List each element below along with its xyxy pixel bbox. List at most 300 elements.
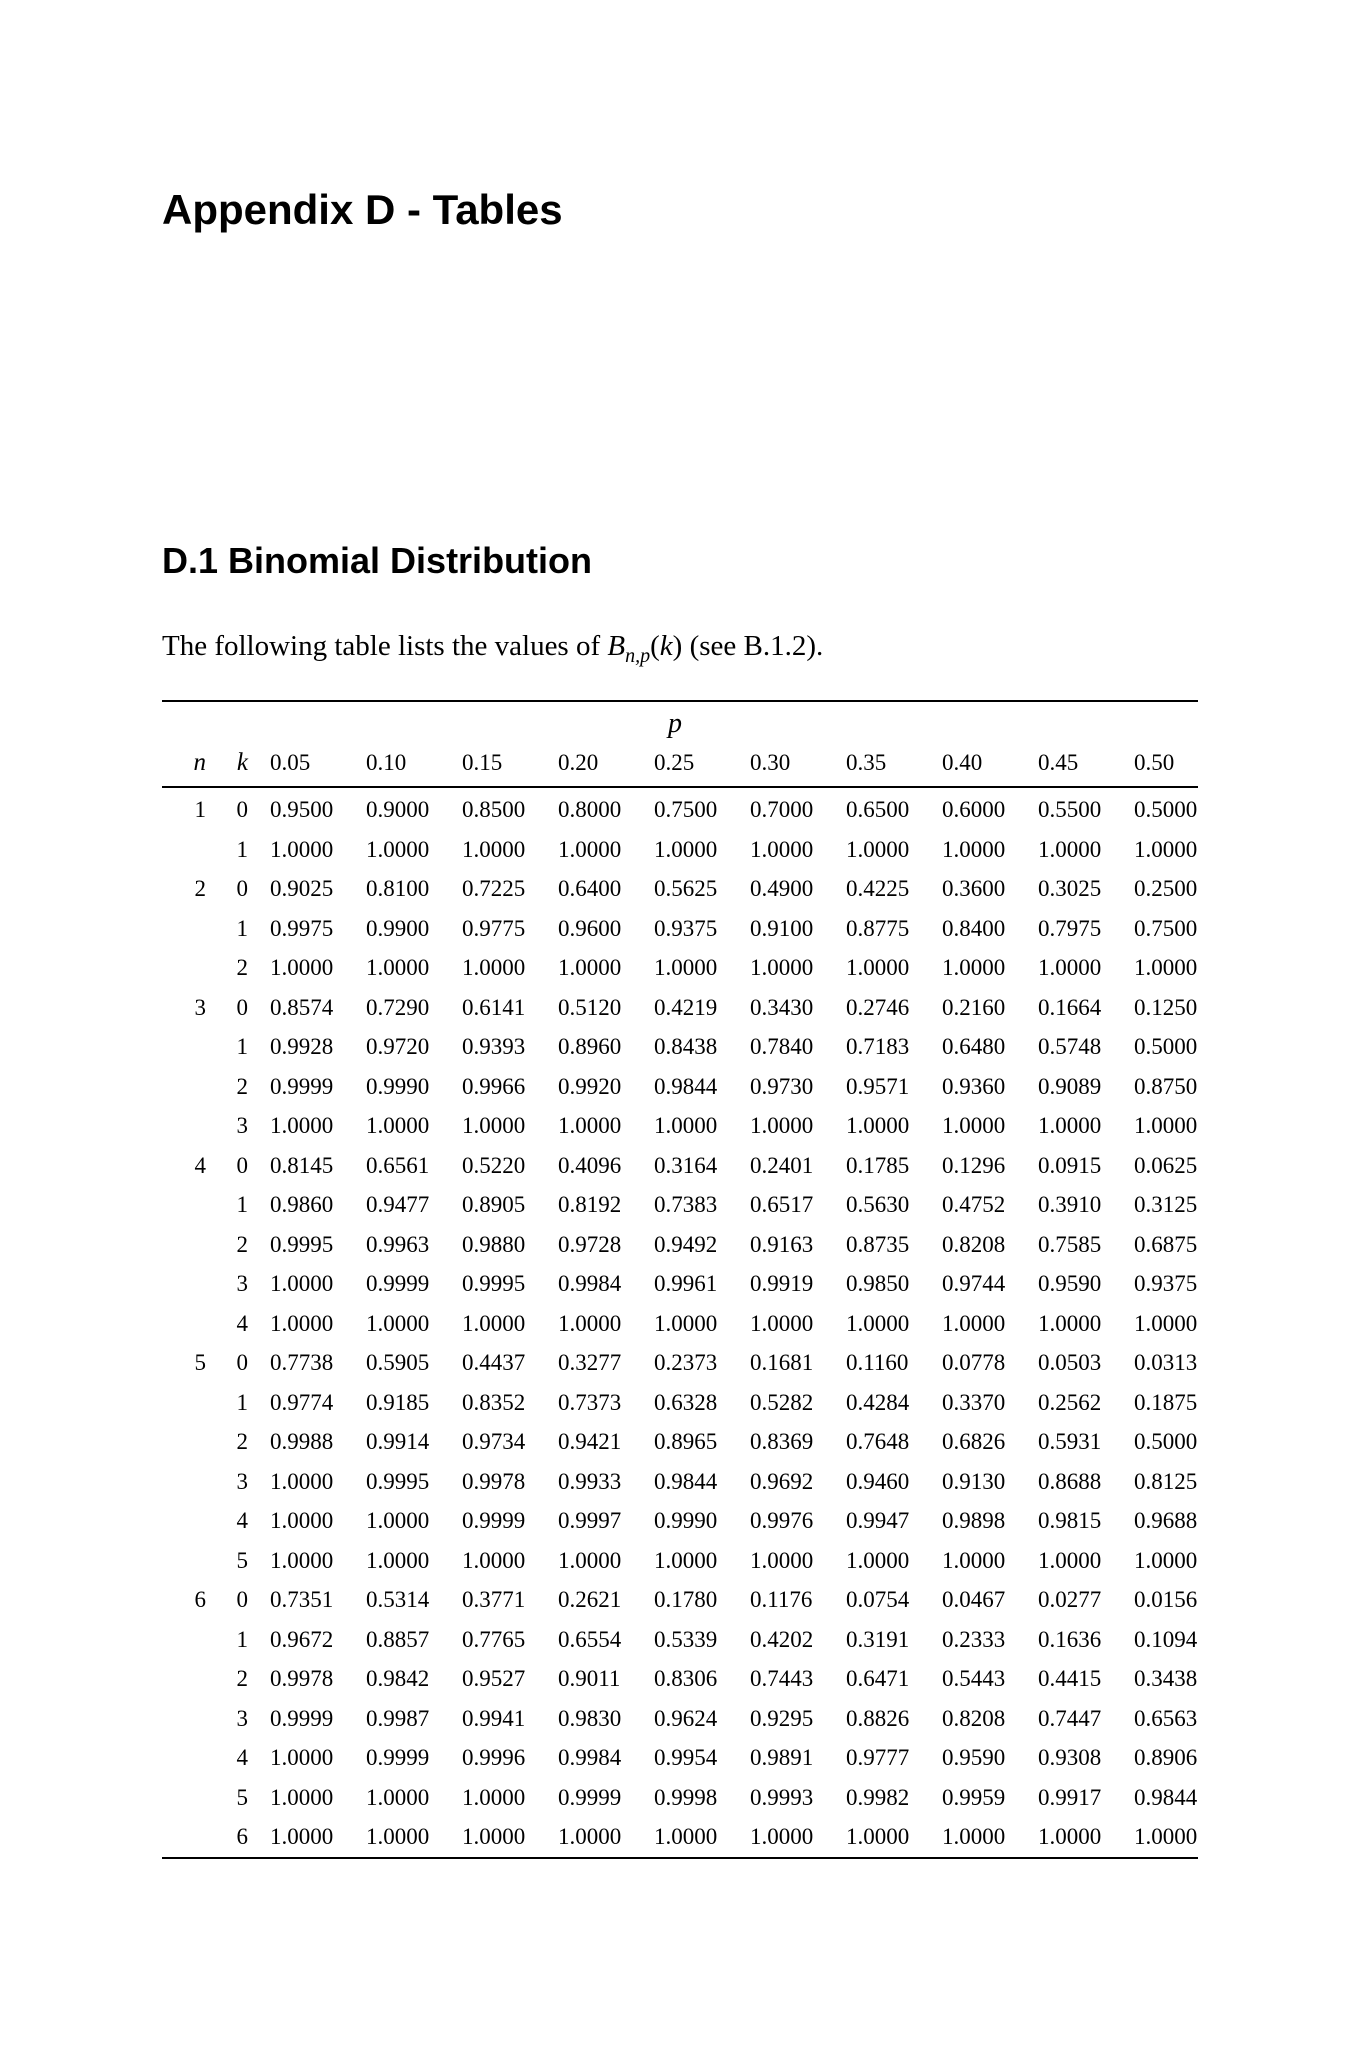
probability-cell: 1.0000 xyxy=(462,1310,526,1336)
probability-cell: 1.0000 xyxy=(558,836,622,862)
probability-cell: 0.9728 xyxy=(558,1231,622,1257)
probability-cell: 0.9978 xyxy=(462,1468,526,1494)
probability-cell: 1.0000 xyxy=(270,1784,334,1810)
k-cell: 1 xyxy=(236,836,248,862)
table-row xyxy=(162,1620,1198,1660)
probability-cell: 1.0000 xyxy=(1134,1824,1198,1849)
table-row xyxy=(162,1462,1198,1502)
probability-cell: 0.0754 xyxy=(846,1587,910,1612)
probability-cell: 1.0000 xyxy=(942,1310,1006,1336)
n-cell xyxy=(162,1027,206,1067)
probability-cell: 0.5630 xyxy=(846,1192,910,1217)
probability-cell: 0.9830 xyxy=(558,1705,622,1731)
probability-cell: 1.0000 xyxy=(1134,1113,1198,1138)
probability-cell: 0.8688 xyxy=(1038,1468,1102,1494)
probability-cell: 0.4225 xyxy=(846,876,910,901)
k-cell: 2 xyxy=(236,955,248,980)
binomial-table-container xyxy=(162,700,1198,1859)
probability-cell: 1.0000 xyxy=(558,1547,622,1573)
n-cell xyxy=(162,1422,206,1462)
k-cell: 4 xyxy=(236,1310,248,1336)
probability-cell: 1.0000 xyxy=(366,1508,430,1533)
probability-cell: 0.9928 xyxy=(270,1034,334,1059)
probability-cell: 0.8905 xyxy=(462,1192,526,1217)
probability-cell: 0.2160 xyxy=(942,994,1006,1020)
probability-cell: 0.9982 xyxy=(846,1784,910,1810)
n-cell xyxy=(162,1067,206,1107)
probability-cell: 0.6500 xyxy=(846,797,910,822)
probability-cell: 0.9185 xyxy=(366,1389,430,1415)
probability-cell: 0.6561 xyxy=(366,1152,430,1178)
k-cell: 2 xyxy=(236,1666,248,1691)
probability-cell: 1.0000 xyxy=(270,955,334,980)
probability-cell: 0.9734 xyxy=(462,1429,526,1454)
probability-cell: 0.8192 xyxy=(558,1192,622,1217)
probability-cell: 0.7000 xyxy=(750,797,814,822)
probability-cell: 0.9898 xyxy=(942,1508,1006,1533)
k-cell: 4 xyxy=(236,1745,248,1770)
probability-cell: 1.0000 xyxy=(942,836,1006,862)
probability-cell: 0.9774 xyxy=(270,1389,334,1415)
probability-cell: 0.8574 xyxy=(270,994,334,1020)
probability-cell: 0.9984 xyxy=(558,1745,622,1770)
probability-cell: 0.9744 xyxy=(942,1271,1006,1296)
probability-cell: 0.9999 xyxy=(366,1745,430,1770)
k-cell: 5 xyxy=(236,1547,248,1573)
probability-cell: 1.0000 xyxy=(270,836,334,862)
probability-cell: 0.9900 xyxy=(366,915,430,941)
probability-cell: 0.0625 xyxy=(1134,1152,1198,1178)
probability-cell: 0.9600 xyxy=(558,915,622,941)
probability-cell: 0.0277 xyxy=(1038,1587,1102,1612)
probability-cell: 0.9360 xyxy=(942,1073,1006,1099)
probability-cell: 0.3370 xyxy=(942,1389,1006,1415)
probability-cell: 0.1094 xyxy=(1134,1626,1198,1652)
probability-cell: 1.0000 xyxy=(462,955,526,980)
probability-cell: 1.0000 xyxy=(942,955,1006,980)
probability-cell: 0.1636 xyxy=(1038,1626,1102,1652)
n-cell xyxy=(162,1817,206,1857)
k-cell: 0 xyxy=(236,1587,248,1612)
probability-cell: 0.3277 xyxy=(558,1350,622,1375)
probability-cell: 0.9990 xyxy=(366,1073,430,1099)
probability-cell: 0.3025 xyxy=(1038,876,1102,901)
probability-cell: 0.1875 xyxy=(1134,1389,1198,1415)
probability-cell: 0.8369 xyxy=(750,1429,814,1454)
probability-cell: 0.4219 xyxy=(654,994,718,1020)
probability-cell: 1.0000 xyxy=(1038,1824,1102,1849)
probability-cell: 0.9933 xyxy=(558,1468,622,1494)
probability-cell: 1.0000 xyxy=(942,1113,1006,1138)
probability-cell: 0.9993 xyxy=(750,1784,814,1810)
table-row xyxy=(162,1778,1198,1818)
probability-cell: 0.9999 xyxy=(270,1073,334,1099)
probability-cell: 0.4437 xyxy=(462,1350,526,1375)
probability-cell: 1.0000 xyxy=(1038,1113,1102,1138)
probability-cell: 0.9815 xyxy=(1038,1508,1102,1533)
probability-cell: 0.9089 xyxy=(1038,1073,1102,1099)
probability-cell: 0.8906 xyxy=(1134,1745,1198,1770)
n-cell xyxy=(162,1699,206,1739)
k-cell: 0 xyxy=(236,1350,248,1375)
probability-cell: 0.9963 xyxy=(366,1231,430,1257)
probability-cell: 0.8960 xyxy=(558,1034,622,1059)
probability-cell: 0.7500 xyxy=(654,797,718,822)
k-cell: 4 xyxy=(236,1508,248,1533)
probability-cell: 0.9998 xyxy=(654,1784,718,1810)
k-cell: 3 xyxy=(236,1271,248,1296)
probability-cell: 0.8208 xyxy=(942,1705,1006,1731)
probability-cell: 0.8145 xyxy=(270,1152,334,1178)
probability-cell: 0.9025 xyxy=(270,876,334,901)
probability-cell: 0.7373 xyxy=(558,1389,622,1415)
probability-cell: 0.9844 xyxy=(654,1468,718,1494)
probability-cell: 0.8775 xyxy=(846,915,910,941)
probability-cell: 0.9130 xyxy=(942,1468,1006,1494)
probability-cell: 1.0000 xyxy=(750,1824,814,1849)
table-row xyxy=(162,1264,1198,1304)
probability-cell: 0.9590 xyxy=(942,1745,1006,1770)
table-row xyxy=(162,1699,1198,1739)
probability-cell: 1.0000 xyxy=(270,1824,334,1849)
probability-cell: 0.9842 xyxy=(366,1666,430,1691)
table-row xyxy=(162,1580,1198,1620)
probability-cell: 0.3910 xyxy=(1038,1192,1102,1217)
probability-cell: 0.9987 xyxy=(366,1705,430,1731)
probability-cell: 0.9984 xyxy=(558,1271,622,1296)
probability-cell: 0.9914 xyxy=(366,1429,430,1454)
n-cell: 5 xyxy=(194,1350,206,1375)
probability-cell: 0.9163 xyxy=(750,1231,814,1257)
probability-cell: 0.9624 xyxy=(654,1705,718,1731)
n-cell xyxy=(162,1778,206,1818)
n-cell xyxy=(162,1541,206,1581)
probability-cell: 0.9995 xyxy=(270,1231,334,1257)
probability-cell: 1.0000 xyxy=(846,955,910,980)
n-cell: 1 xyxy=(194,797,206,822)
probability-cell: 0.9730 xyxy=(750,1073,814,1099)
probability-cell: 0.9672 xyxy=(270,1626,334,1652)
probability-cell: 0.9421 xyxy=(558,1429,622,1454)
probability-cell: 0.9720 xyxy=(366,1034,430,1059)
table-row xyxy=(162,1304,1198,1344)
probability-cell: 0.9492 xyxy=(654,1231,718,1257)
probability-cell: 0.7738 xyxy=(270,1350,334,1375)
probability-cell: 0.7840 xyxy=(750,1034,814,1059)
probability-cell: 0.9844 xyxy=(1134,1784,1198,1810)
probability-cell: 1.0000 xyxy=(1038,1547,1102,1573)
probability-cell: 0.7500 xyxy=(1134,915,1198,941)
probability-cell: 0.6480 xyxy=(942,1034,1006,1059)
probability-cell: 0.9995 xyxy=(366,1468,430,1494)
column-header-row xyxy=(162,746,1198,787)
probability-cell: 0.5931 xyxy=(1038,1429,1102,1454)
probability-cell: 0.9460 xyxy=(846,1468,910,1494)
probability-cell: 1.0000 xyxy=(846,1547,910,1573)
probability-cell: 0.4284 xyxy=(846,1389,910,1415)
k-cell: 1 xyxy=(236,1626,248,1652)
intro-subscript: n,p xyxy=(625,644,651,667)
probability-cell: 0.9000 xyxy=(366,797,430,822)
probability-cell: 0.2373 xyxy=(654,1350,718,1375)
probability-cell: 1.0000 xyxy=(366,1824,430,1849)
probability-cell: 1.0000 xyxy=(750,1113,814,1138)
probability-cell: 0.9988 xyxy=(270,1429,334,1454)
probability-cell: 1.0000 xyxy=(750,836,814,862)
n-cell: 3 xyxy=(194,994,206,1020)
probability-cell: 0.9393 xyxy=(462,1034,526,1059)
probability-cell: 0.5120 xyxy=(558,994,622,1020)
probability-cell: 1.0000 xyxy=(942,1824,1006,1849)
k-cell: 0 xyxy=(236,1152,248,1178)
probability-cell: 0.5000 xyxy=(1134,1034,1198,1059)
probability-cell: 1.0000 xyxy=(846,836,910,862)
n-cell xyxy=(162,909,206,949)
probability-cell: 1.0000 xyxy=(270,1310,334,1336)
k-cell: 1 xyxy=(236,1034,248,1059)
probability-cell: 1.0000 xyxy=(654,1547,718,1573)
probability-cell: 0.8857 xyxy=(366,1626,430,1652)
probability-cell: 0.9375 xyxy=(654,915,718,941)
probability-cell: 1.0000 xyxy=(1038,1310,1102,1336)
k-cell: 0 xyxy=(236,797,248,822)
probability-cell: 0.1785 xyxy=(846,1152,910,1178)
section-title: D.1 Binomial Distribution xyxy=(162,540,593,581)
probability-cell: 0.7447 xyxy=(1038,1705,1102,1731)
probability-cell: 0.7765 xyxy=(462,1626,526,1652)
probability-cell: 0.5500 xyxy=(1038,797,1102,822)
probability-cell: 0.2746 xyxy=(846,994,910,1020)
probability-cell: 0.8750 xyxy=(1134,1073,1198,1099)
n-cell xyxy=(162,1304,206,1344)
k-cell: 1 xyxy=(236,915,248,941)
k-cell: 2 xyxy=(236,1073,248,1099)
binomial-table xyxy=(162,702,1198,1857)
probability-cell: 0.9860 xyxy=(270,1192,334,1217)
probability-cell: 0.0313 xyxy=(1134,1350,1198,1375)
probability-cell: 0.9999 xyxy=(366,1271,430,1296)
probability-cell: 0.1681 xyxy=(750,1350,814,1375)
probability-cell: 1.0000 xyxy=(942,1547,1006,1573)
probability-cell: 0.6141 xyxy=(462,994,526,1020)
n-cell xyxy=(162,1659,206,1699)
probability-cell: 0.2333 xyxy=(942,1626,1006,1652)
p-value-header: 0.15 xyxy=(462,746,558,787)
k-cell: 5 xyxy=(236,1784,248,1810)
table-row xyxy=(162,1343,1198,1383)
probability-cell: 0.5220 xyxy=(462,1152,526,1178)
probability-cell: 0.9997 xyxy=(558,1508,622,1533)
probability-cell: 1.0000 xyxy=(366,1113,430,1138)
probability-cell: 0.0467 xyxy=(942,1587,1006,1612)
probability-cell: 1.0000 xyxy=(1134,955,1198,980)
k-cell: 3 xyxy=(236,1113,248,1138)
p-label: p xyxy=(668,708,682,739)
n-cell xyxy=(162,830,206,870)
probability-cell: 1.0000 xyxy=(654,1113,718,1138)
probability-cell: 0.9891 xyxy=(750,1745,814,1770)
probability-cell: 0.6826 xyxy=(942,1429,1006,1454)
p-value-header: 0.40 xyxy=(942,746,1038,787)
probability-cell: 0.9844 xyxy=(654,1073,718,1099)
probability-cell: 1.0000 xyxy=(462,1824,526,1849)
probability-cell: 1.0000 xyxy=(366,1784,430,1810)
probability-cell: 0.8735 xyxy=(846,1231,910,1257)
probability-cell: 0.4096 xyxy=(558,1152,622,1178)
probability-cell: 0.9777 xyxy=(846,1745,910,1770)
probability-cell: 0.9880 xyxy=(462,1231,526,1257)
probability-cell: 0.5282 xyxy=(750,1389,814,1415)
k-cell: 1 xyxy=(236,1192,248,1217)
probability-cell: 0.6875 xyxy=(1134,1231,1198,1257)
probability-cell: 1.0000 xyxy=(270,1508,334,1533)
n-cell xyxy=(162,1501,206,1541)
probability-cell: 0.8125 xyxy=(1134,1468,1198,1494)
probability-cell: 0.9917 xyxy=(1038,1784,1102,1810)
probability-cell: 1.0000 xyxy=(558,1113,622,1138)
table-row xyxy=(162,1817,1198,1857)
probability-cell: 1.0000 xyxy=(270,1547,334,1573)
probability-cell: 0.9775 xyxy=(462,915,526,941)
probability-cell: 0.9920 xyxy=(558,1073,622,1099)
n-header: n xyxy=(162,746,206,787)
probability-cell: 0.9688 xyxy=(1134,1508,1198,1533)
table-row xyxy=(162,1027,1198,1067)
intro-text-after: ) (see B.1.2). xyxy=(672,630,824,662)
probability-cell: 1.0000 xyxy=(846,1824,910,1849)
n-cell xyxy=(162,1185,206,1225)
probability-cell: 0.8826 xyxy=(846,1705,910,1731)
probability-cell: 0.9954 xyxy=(654,1745,718,1770)
probability-cell: 0.5905 xyxy=(366,1350,430,1375)
probability-cell: 0.3125 xyxy=(1134,1192,1198,1217)
probability-cell: 0.9571 xyxy=(846,1073,910,1099)
probability-cell: 0.7975 xyxy=(1038,915,1102,941)
table-row xyxy=(162,787,1198,830)
k-cell: 0 xyxy=(236,876,248,901)
probability-cell: 0.7351 xyxy=(270,1587,334,1612)
probability-cell: 0.3430 xyxy=(750,994,814,1020)
n-cell xyxy=(162,1462,206,1502)
intro-text-before: The following table lists the values of xyxy=(162,630,608,662)
probability-cell: 0.4415 xyxy=(1038,1666,1102,1691)
probability-cell: 1.0000 xyxy=(558,1310,622,1336)
probability-cell: 0.9100 xyxy=(750,915,814,941)
probability-cell: 0.8352 xyxy=(462,1389,526,1415)
probability-cell: 0.7585 xyxy=(1038,1231,1102,1257)
probability-cell: 0.9947 xyxy=(846,1508,910,1533)
probability-cell: 0.8000 xyxy=(558,797,622,822)
table-row xyxy=(162,1383,1198,1423)
probability-cell: 0.7443 xyxy=(750,1666,814,1691)
k-cell: 0 xyxy=(236,994,248,1020)
probability-cell: 0.8208 xyxy=(942,1231,1006,1257)
probability-cell: 0.1780 xyxy=(654,1587,718,1612)
probability-cell: 0.7648 xyxy=(846,1429,910,1454)
probability-cell: 0.7183 xyxy=(846,1034,910,1059)
probability-cell: 0.1296 xyxy=(942,1152,1006,1178)
probability-cell: 0.8100 xyxy=(366,876,430,901)
probability-cell: 1.0000 xyxy=(558,1824,622,1849)
probability-cell: 1.0000 xyxy=(270,1468,334,1494)
n-cell xyxy=(162,1264,206,1304)
p-value-header: 0.30 xyxy=(750,746,846,787)
probability-cell: 1.0000 xyxy=(366,1310,430,1336)
n-cell xyxy=(162,1620,206,1660)
k-cell: 1 xyxy=(236,1389,248,1415)
probability-cell: 1.0000 xyxy=(750,955,814,980)
n-cell: 4 xyxy=(194,1152,206,1178)
probability-cell: 0.6000 xyxy=(942,797,1006,822)
probability-cell: 0.9477 xyxy=(366,1192,430,1217)
probability-cell: 1.0000 xyxy=(270,1745,334,1770)
probability-cell: 1.0000 xyxy=(462,1547,526,1573)
probability-cell: 0.9941 xyxy=(462,1705,526,1731)
probability-cell: 0.8500 xyxy=(462,797,526,822)
probability-cell: 0.7225 xyxy=(462,876,526,901)
probability-cell: 0.9976 xyxy=(750,1508,814,1533)
probability-cell: 1.0000 xyxy=(1038,836,1102,862)
k-cell: 3 xyxy=(236,1468,248,1494)
table-row xyxy=(162,1106,1198,1146)
probability-cell: 0.3164 xyxy=(654,1152,718,1178)
probability-cell: 0.9996 xyxy=(462,1745,526,1770)
table-row xyxy=(162,1541,1198,1581)
probability-cell: 0.8438 xyxy=(654,1034,718,1059)
probability-cell: 0.3600 xyxy=(942,876,1006,901)
probability-cell: 0.3771 xyxy=(462,1587,526,1612)
probability-cell: 0.9527 xyxy=(462,1666,526,1691)
probability-cell: 1.0000 xyxy=(846,1310,910,1336)
p-value-header: 0.10 xyxy=(366,746,462,787)
table-row xyxy=(162,988,1198,1028)
p-value-header: 0.50 xyxy=(1134,746,1198,787)
probability-cell: 1.0000 xyxy=(270,1113,334,1138)
probability-cell: 0.1160 xyxy=(846,1350,909,1375)
probability-cell: 0.3191 xyxy=(846,1626,910,1652)
probability-cell: 0.2500 xyxy=(1134,876,1198,901)
probability-cell: 0.9295 xyxy=(750,1705,814,1731)
n-cell: 6 xyxy=(194,1587,206,1612)
probability-cell: 0.9959 xyxy=(942,1784,1006,1810)
probability-cell: 0.9995 xyxy=(462,1271,526,1296)
appendix-title: Appendix D - Tables xyxy=(162,186,563,233)
table-row xyxy=(162,1422,1198,1462)
intro-argument: k xyxy=(659,630,673,662)
table-row xyxy=(162,1146,1198,1186)
probability-cell: 0.6517 xyxy=(750,1192,814,1217)
probability-cell: 0.9975 xyxy=(270,915,334,941)
probability-cell: 1.0000 xyxy=(750,1547,814,1573)
probability-cell: 1.0000 xyxy=(366,836,430,862)
probability-cell: 0.6400 xyxy=(558,876,622,901)
table-row xyxy=(162,909,1198,949)
probability-cell: 1.0000 xyxy=(1134,1547,1198,1573)
p-header-row xyxy=(162,702,1198,746)
probability-cell: 0.9999 xyxy=(270,1705,334,1731)
probability-cell: 0.1176 xyxy=(750,1587,813,1612)
probability-cell: 0.6471 xyxy=(846,1666,910,1691)
n-cell xyxy=(162,1738,206,1778)
probability-cell: 0.9966 xyxy=(462,1073,526,1099)
probability-cell: 0.2562 xyxy=(1038,1389,1102,1415)
probability-cell: 1.0000 xyxy=(750,1310,814,1336)
probability-cell: 0.9850 xyxy=(846,1271,910,1296)
probability-cell: 1.0000 xyxy=(462,1784,526,1810)
probability-cell: 0.3438 xyxy=(1134,1666,1198,1691)
probability-cell: 0.1664 xyxy=(1038,994,1102,1020)
probability-cell: 0.4900 xyxy=(750,876,814,901)
